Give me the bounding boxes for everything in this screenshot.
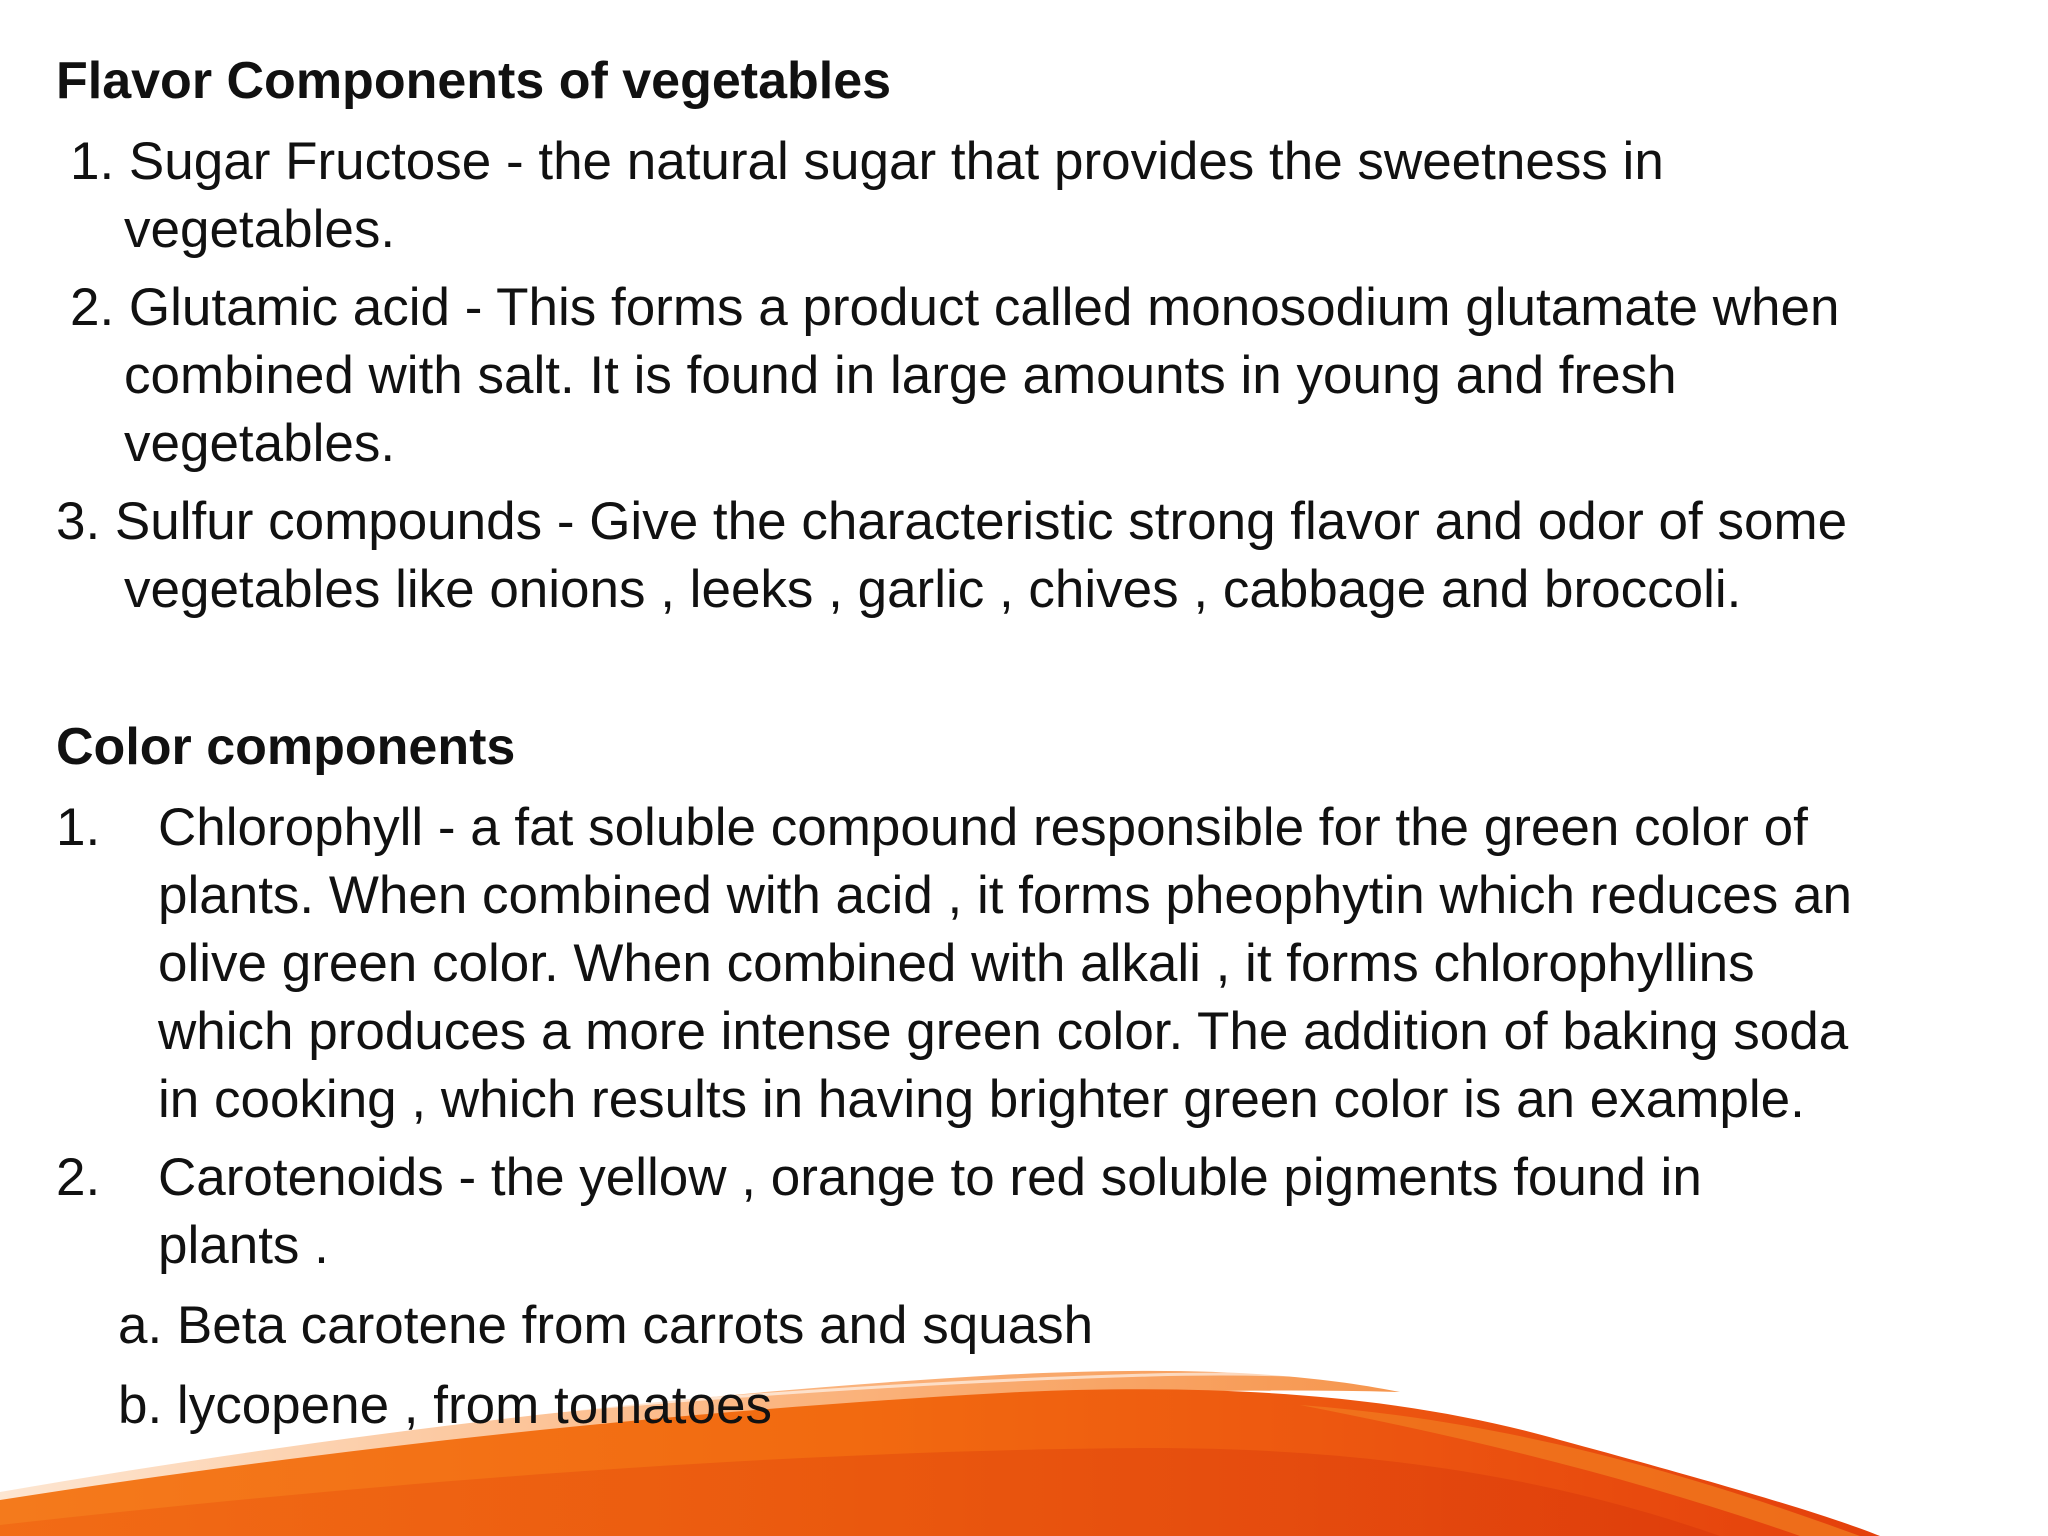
flavor-heading: Flavor Components of vegetables xyxy=(56,52,892,110)
color-heading: Color components xyxy=(56,718,516,776)
color-subitem-b: b. lycopene , from tomatoes xyxy=(118,1376,772,1435)
flavor-item-3-line-1: 3. Sulfur compounds - Give the characteristic strong flavor and odor of some xyxy=(56,492,1848,551)
color-item-1-line-5: in cooking , which results in having brighter green color is an example. xyxy=(158,1070,1805,1129)
color-item-1-line-1: Chlorophyll - a fat soluble compound responsible for the green color of xyxy=(158,798,1808,857)
flavor-item-2-line-1: 2. Glutamic acid - This forms a product called monosodium glutamate when xyxy=(70,278,1840,337)
color-item-1-line-2: plants. When combined with acid , it forms pheophytin which reduces an xyxy=(158,866,1852,925)
flavor-item-2-line-2: combined with salt. It is found in large amounts in young and fresh xyxy=(124,346,1677,405)
color-item-2-line-2: plants . xyxy=(158,1216,329,1275)
color-item-2-number: 2. xyxy=(56,1148,101,1207)
color-item-2-line-1: Carotenoids - the yellow , orange to red soluble pigments found in xyxy=(158,1148,1702,1207)
color-subitem-a: a. Beta carotene from carrots and squash xyxy=(118,1296,1094,1355)
flavor-item-1-line-2: vegetables. xyxy=(124,200,396,259)
flavor-item-3-line-2: vegetables like onions , leeks , garlic , chives , cabbage and broccoli. xyxy=(124,560,1742,619)
flavor-item-1-line-1: 1. Sugar Fructose - the natural sugar that provides the sweetness in xyxy=(70,132,1664,191)
color-item-1-line-3: olive green color. When combined with alkali , it forms chlorophyllins xyxy=(158,934,1755,993)
color-item-1-number: 1. xyxy=(56,798,101,857)
color-item-1-line-4: which produces a more intense green color. The addition of baking soda xyxy=(158,1002,1849,1061)
flavor-item-2-line-3: vegetables. xyxy=(124,414,396,473)
